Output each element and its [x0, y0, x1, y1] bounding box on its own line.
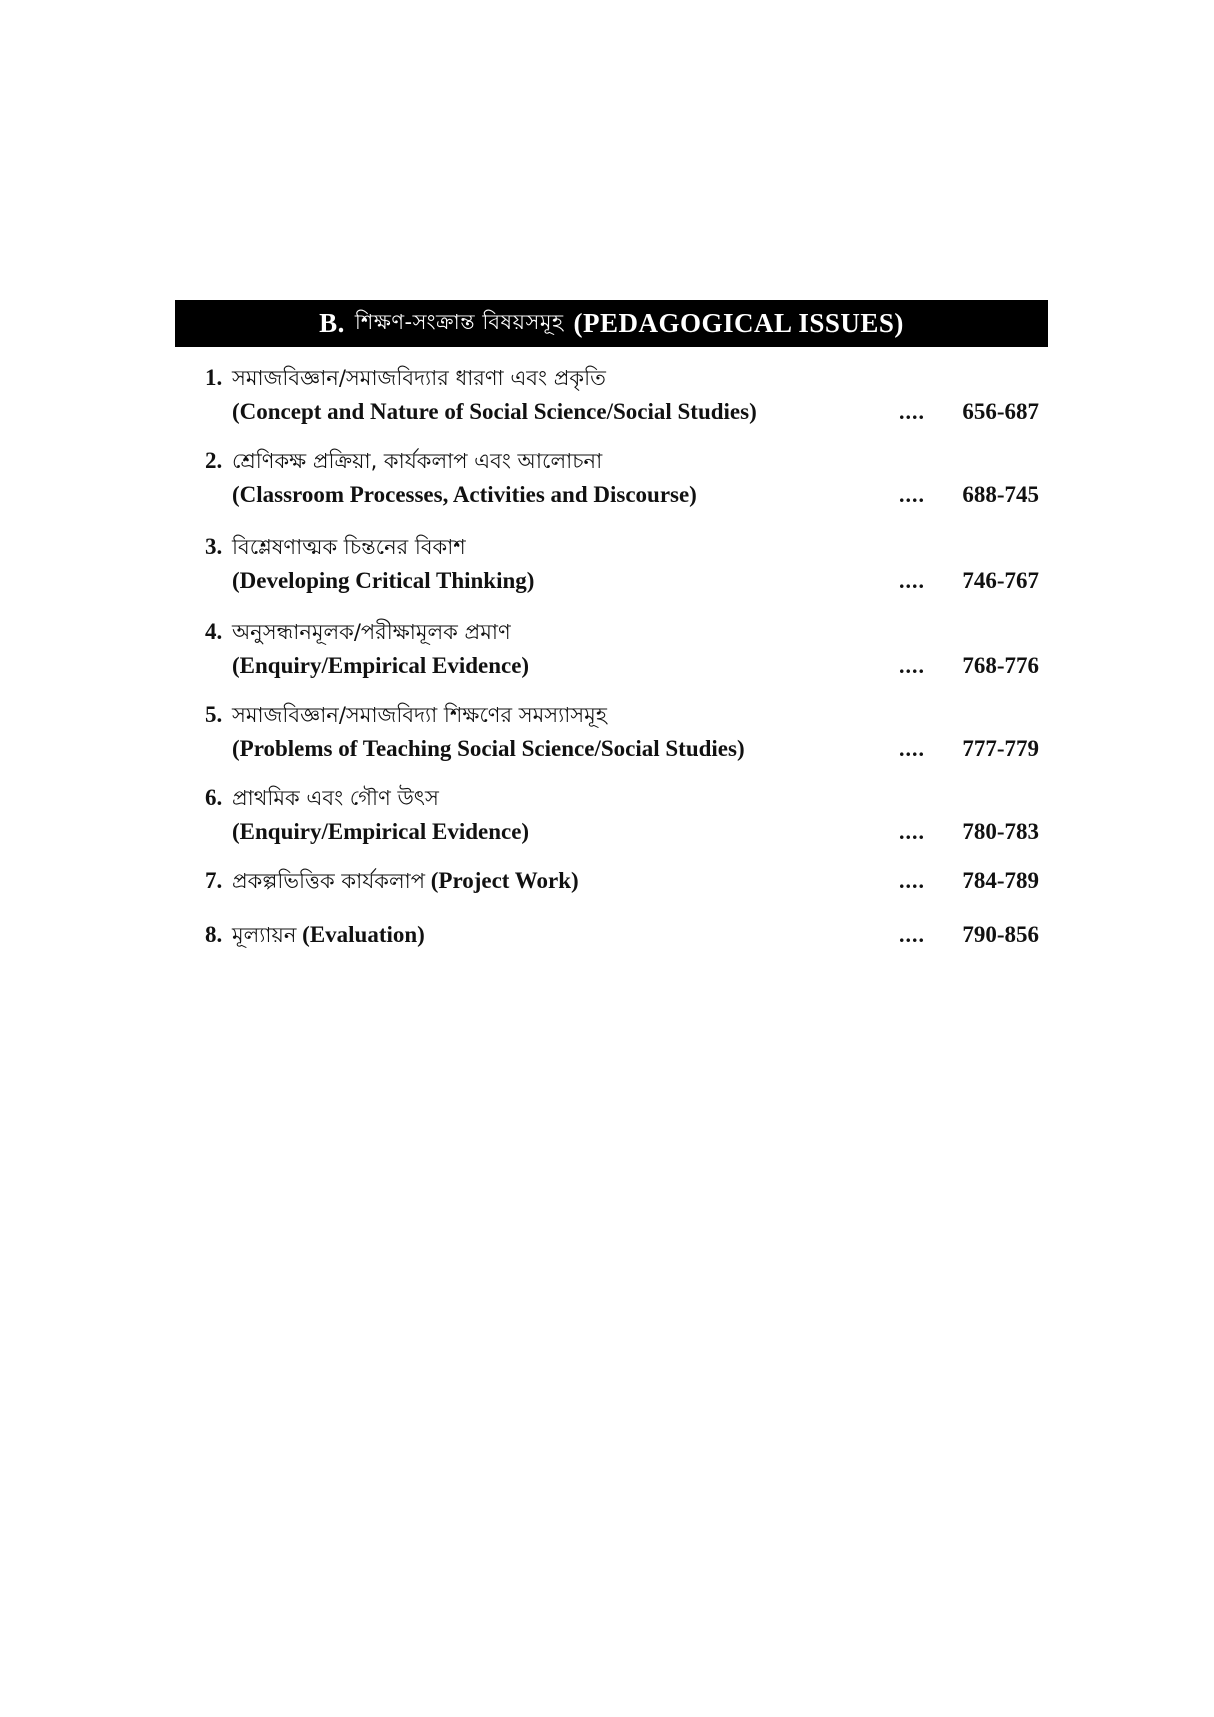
page-range: 777-779 [962, 736, 1039, 761]
toc-entry-title-line [205, 615, 1045, 649]
toc-entry-title-line [205, 918, 1045, 952]
entry-title-bengali: সমাজবিজ্ঞান/সমাজবিদ্যার ধারণা এবং প্রকৃতি [232, 366, 606, 390]
entry-number: 2. [205, 448, 223, 473]
page-range: 688-745 [962, 482, 1039, 507]
entry-title-bengali: বিশ্লেষণাত্মক চিন্তনের বিকাশ [232, 535, 466, 559]
entry-number: 8. [205, 922, 223, 947]
entry-title-bengali: প্রকল্পভিত্তিক কার্যকলাপ [232, 869, 425, 893]
page-range: 784-789 [962, 868, 1039, 893]
toc-entry-english-line [205, 564, 1045, 598]
dot-leader: .... [899, 868, 925, 893]
toc-entry[interactable] [205, 918, 1045, 952]
toc-entry-english-line [205, 395, 1045, 429]
entry-title-english: (Concept and Nature of Social Science/Social Studies) [232, 399, 757, 424]
toc-entry[interactable] [205, 698, 1045, 766]
entry-title-bengali: মূল্যায়ন [232, 923, 297, 947]
entry-title-english: (Enquiry/Empirical Evidence) [232, 653, 530, 678]
toc-entry-title-line [205, 530, 1045, 564]
entry-title-english: (Evaluation) [302, 922, 425, 947]
toc-entry-english-line [205, 732, 1045, 766]
dot-leader: .... [899, 819, 925, 844]
page-range: 746-767 [962, 568, 1039, 593]
section-letter: B. [319, 308, 345, 338]
section-title-english: (PEDAGOGICAL ISSUES) [573, 308, 904, 338]
toc-entry-title-line [205, 698, 1045, 732]
entry-title-bengali: সমাজবিজ্ঞান/সমাজবিদ্যা শিক্ষণের সমস্যাসমূহ [232, 703, 607, 727]
dot-leader: .... [899, 482, 925, 507]
dot-leader: .... [899, 653, 925, 678]
toc-entry[interactable] [205, 530, 1045, 598]
page-range: 656-687 [962, 399, 1039, 424]
entry-number: 1. [205, 365, 223, 390]
toc-entry-english-line [205, 649, 1045, 683]
toc-entry[interactable] [205, 864, 1045, 898]
toc-entry-title-line [205, 361, 1045, 395]
entry-number: 3. [205, 534, 223, 559]
page-range: 780-783 [962, 819, 1039, 844]
entry-title-english: (Problems of Teaching Social Science/Social Studies) [232, 736, 745, 761]
toc-entry-english-line [205, 478, 1045, 512]
toc-entry[interactable] [205, 361, 1045, 429]
toc-entry[interactable] [205, 781, 1045, 849]
toc-entry-title-line [205, 444, 1045, 478]
section-header [175, 300, 1048, 347]
entry-title-bengali: শ্রেণিকক্ষ প্রক্রিয়া, কার্যকলাপ এবং আলোচনা [232, 449, 603, 473]
toc-entry-title-line [205, 864, 1045, 898]
entry-title-english: (Classroom Processes, Activities and Discourse) [232, 482, 697, 507]
entry-number: 5. [205, 702, 223, 727]
section-title-bengali: শিক্ষণ-সংক্রান্ত বিষয়সমূহ [354, 310, 564, 334]
entry-title-english: (Enquiry/Empirical Evidence) [232, 819, 530, 844]
page-range: 790-856 [962, 922, 1039, 947]
toc-entry[interactable] [205, 615, 1045, 683]
entry-title-bengali: অনুসন্ধানমূলক/পরীক্ষামূলক প্রমাণ [232, 620, 511, 644]
entry-title-english: (Developing Critical Thinking) [232, 568, 535, 593]
page-range: 768-776 [962, 653, 1039, 678]
entry-number: 6. [205, 785, 223, 810]
toc-entry-title-line [205, 781, 1045, 815]
toc-entry-english-line [205, 815, 1045, 849]
toc-entry[interactable] [205, 444, 1045, 512]
dot-leader: .... [899, 568, 925, 593]
entry-title-english: (Project Work) [430, 868, 579, 893]
dot-leader: .... [899, 922, 925, 947]
entry-number: 7. [205, 868, 223, 893]
entry-number: 4. [205, 619, 223, 644]
dot-leader: .... [899, 399, 925, 424]
entry-title-bengali: প্রাথমিক এবং গৌণ উৎস [232, 786, 439, 810]
dot-leader: .... [899, 736, 925, 761]
